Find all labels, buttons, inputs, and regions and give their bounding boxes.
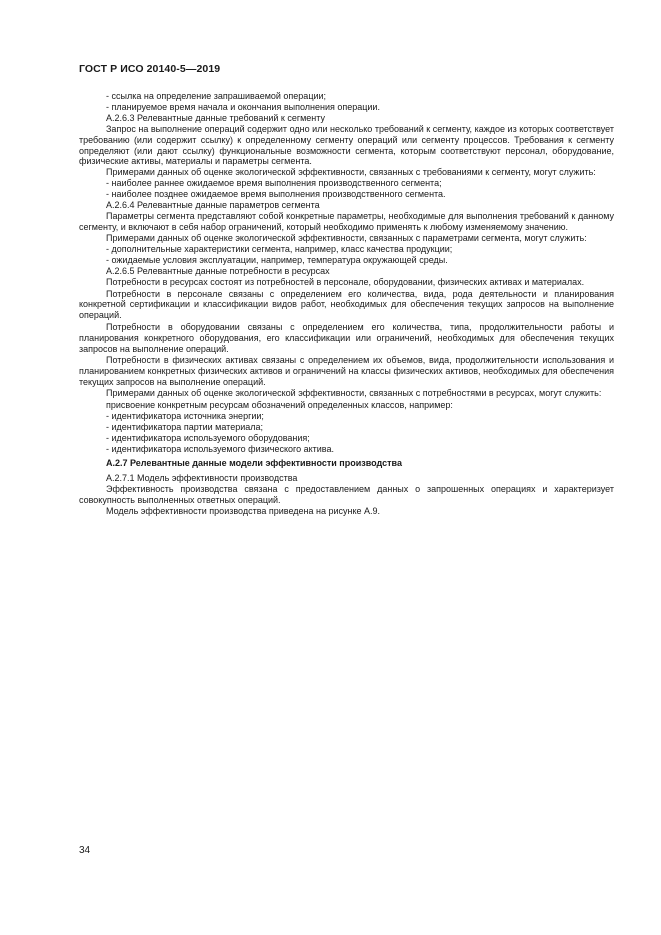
list-item: - дополнительные характеристики сегмента, например, класс качества продукции; (106, 243, 453, 254)
document-header: ГОСТ Р ИСО 20140-5—2019 (79, 63, 221, 75)
list-item: - ссылка на определение запрашиваемой операции; (106, 91, 327, 101)
list-item: - идентификатора партии материала; (106, 421, 263, 432)
section-heading: A.2.6.5 Релевантные данные потребности в ресурсах (106, 265, 330, 276)
list-item: - ожидаемые условия эксплуатации, например, температура окружающей среды. (106, 254, 448, 265)
section-heading: A.2.6.4 Релевантные данные параметров сегмента (106, 200, 320, 211)
section-heading-bold: A.2.7 Релевантные данные модели эффективности производства (106, 458, 402, 469)
paragraph: Потребности в физических активах связаны с определением их объемов, вида, продолжительности использования и планированием конкретных физических активов и ограничений на классы физических активов, необходимых для обеспечения текущих запросов на выполнение операций. (79, 355, 614, 387)
list-item: - идентификатора источника энергии; (106, 410, 264, 421)
page-number: 34 (79, 845, 91, 856)
paragraph: Примерами данных об оценке экологической эффективности, связанных с параметрами сегмента, могут служить: (106, 232, 587, 243)
list-item: - наиболее позднее ожидаемое время выполнения производственного сегмента. (106, 189, 446, 200)
list-item: - наиболее раннее ожидаемое время выполнения производственного сегмента; (106, 178, 442, 189)
paragraph: Эффективность производства связана с предоставлением данных о запрошенных операциях и характеризует совокупность выполненных ответных операций. (79, 484, 614, 506)
document-body (79, 91, 614, 517)
section-heading: A.2.6.3 Релевантные данные требований к сегменту (106, 112, 326, 123)
paragraph: Потребности в ресурсах состоят из потребностей в персонале, оборудовании, физических активах и материалах. (106, 277, 585, 287)
paragraph: Примерами данных об оценке экологической эффективности, связанных с потребностями в ресурсах, могут служить: (106, 388, 602, 399)
list-item: - планируемое время начала и окончания выполнения операции. (106, 101, 380, 112)
list-item: - идентификатора используемого физического актива. (106, 443, 334, 454)
paragraph: Примерами данных об оценке экологической эффективности, связанных с требованиями к сегменту, могут служить: (106, 167, 596, 178)
paragraph: Потребности в оборудовании связаны с определением его количества, типа, продолжительности работы и планирования конкретного оборудования, его классификации или ограничений, необходимых для обеспечения текущих запросов на выполнение операций. (79, 321, 614, 354)
list-item: - идентификатора используемого оборудования; (106, 432, 310, 443)
paragraph: Запрос на выполнение операций содержит одно или несколько требований к сегменту, каждое из которых соответствует требованию (или содержит ссылку) к определенному сегменту операций или сегменту процессов. Требования к сегменту определяют (или дают ссылку) функциональные возможности сегмента, которым соответствуют персонал, оборудование, физические активы, материалы и параметры сегмента. (79, 123, 614, 167)
section-heading: A.2.7.1 Модель эффективности производства (106, 473, 298, 484)
paragraph: Потребности в персонале связаны с определением его количества, вида, рода деятельности и планирования конкретной сертификации и классификации видов работ, необходимых для обеспечения текущих запросов на выполнение операций. (79, 288, 614, 321)
paragraph: присвоение конкретным ресурсам обозначений определенных классов, например: (106, 399, 453, 410)
paragraph: Параметры сегмента представляют собой конкретные параметры, необходимые для выполнения требований к данному сегменту, и включают в себя набор ограничений, который необходимо применять к любому изменяемому значению. (79, 210, 614, 232)
paragraph: Модель эффективности производства приведена на рисунке A.9. (106, 506, 381, 517)
